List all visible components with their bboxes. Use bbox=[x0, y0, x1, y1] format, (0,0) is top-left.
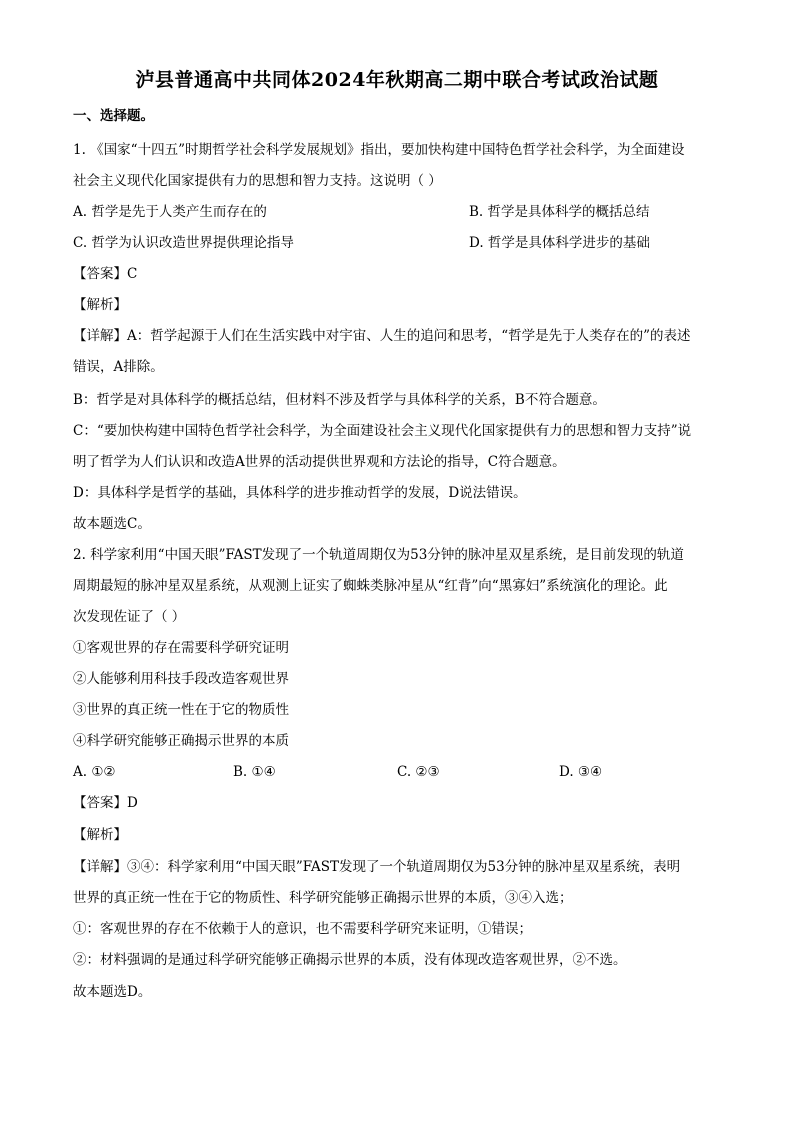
q2-analysis-label: 【解析】 bbox=[73, 827, 127, 843]
q2-options-row bbox=[73, 762, 733, 782]
q1-analysis-label: 【解析】 bbox=[73, 297, 127, 313]
q2-detail-line-1: 【详解】③④：科学家利用“中国天眼”FAST发现了一个轨道周期仅为53分钟的脉冲星双星系统，表明 bbox=[73, 859, 681, 875]
q1-stem-line-1: 1. 《国家“十四五”时期哲学社会科学发展规划》指出，要加快构建中国特色哲学社会科学，为全面建设 bbox=[73, 142, 685, 158]
q1-detail-line-1: 【详解】A：哲学起源于人们在生活实践中对宇宙、人生的追问和思考，“哲学是先于人类存在的”的表述 bbox=[73, 328, 691, 344]
q2-item-4: ④科学研究能够正确揭示世界的本质 bbox=[73, 733, 289, 749]
q2-answer: 【答案】D bbox=[73, 795, 138, 811]
q2-option-c: C. ②③ bbox=[397, 764, 440, 780]
q2-detail-line-2: 世界的真正统一性在于它的物质性、科学研究能够正确揭示世界的本质，③④入选； bbox=[73, 890, 573, 906]
q1-option-a: A. 哲学是先于人类产生而存在的 bbox=[73, 204, 267, 220]
q1-detail-line-6: D：具体科学是哲学的基础，具体科学的进步推动哲学的发展，D说法错误。 bbox=[73, 485, 527, 501]
q1-conclusion: 故本题选C。 bbox=[73, 516, 151, 532]
q1-stem-line-2: 社会主义现代化国家提供有力的思想和智力支持。这说明（ ） bbox=[73, 173, 442, 189]
q1-answer: 【答案】C bbox=[73, 266, 138, 282]
q2-conclusion: 故本题选D。 bbox=[73, 984, 152, 1000]
q2-stem-line-3: 次发现佐证了（ ） bbox=[73, 609, 186, 625]
q2-detail-line-3: ①：客观世界的存在不依赖于人的意识，也不需要科学研究来证明，①错误； bbox=[73, 921, 532, 937]
q1-detail-line-3: B：哲学是对具体科学的概括总结，但材料不涉及哲学与具体科学的关系，B不符合题意。 bbox=[73, 392, 606, 408]
q2-detail-line-4: ②：材料强调的是通过科学研究能够正确揭示世界的本质，没有体现改造客观世界，②不选。 bbox=[73, 952, 627, 968]
q2-stem-line-1: 2. 科学家利用“中国天眼”FAST发现了一个轨道周期仅为53分钟的脉冲星双星系统，是目前发现的轨道 bbox=[73, 547, 684, 563]
q2-option-a: A. ①② bbox=[73, 764, 116, 780]
q2-option-d: D. ③④ bbox=[559, 764, 603, 780]
q2-option-b: B. ①④ bbox=[233, 764, 276, 780]
q1-options-row-1 bbox=[73, 202, 733, 222]
section-heading: 一、选择题。 bbox=[73, 108, 154, 124]
q1-option-d: D. 哲学是具体科学进步的基础 bbox=[469, 235, 650, 251]
q1-option-c: C. 哲学为认识改造世界提供理论指导 bbox=[73, 235, 294, 251]
q1-detail-line-5: 明了哲学为人们认识和改造A世界的活动提供世界观和方法论的指导，C符合题意。 bbox=[73, 454, 566, 470]
q1-option-b: B. 哲学是具体科学的概括总结 bbox=[469, 204, 650, 220]
page-title: 泸县普通高中共同体2024年秋期高二期中联合考试政治试题 bbox=[135, 69, 659, 91]
q2-item-3: ③世界的真正统一性在于它的物质性 bbox=[73, 702, 289, 718]
q1-options-row-2 bbox=[73, 233, 733, 253]
q2-item-2: ②人能够利用科技手段改造客观世界 bbox=[73, 671, 289, 687]
q2-stem-line-2: 周期最短的脉冲星双星系统，从观测上证实了蜘蛛类脉冲星从“红背”向“黑寡妇”系统演化的理论。此 bbox=[73, 578, 668, 594]
q1-detail-line-4: C：“要加快构建中国特色哲学社会科学，为全面建设社会主义现代化国家提供有力的思想和智力支持”说 bbox=[73, 423, 692, 439]
q1-detail-line-2: 错误，A排除。 bbox=[73, 359, 164, 375]
q2-item-1: ①客观世界的存在需要科学研究证明 bbox=[73, 640, 289, 656]
